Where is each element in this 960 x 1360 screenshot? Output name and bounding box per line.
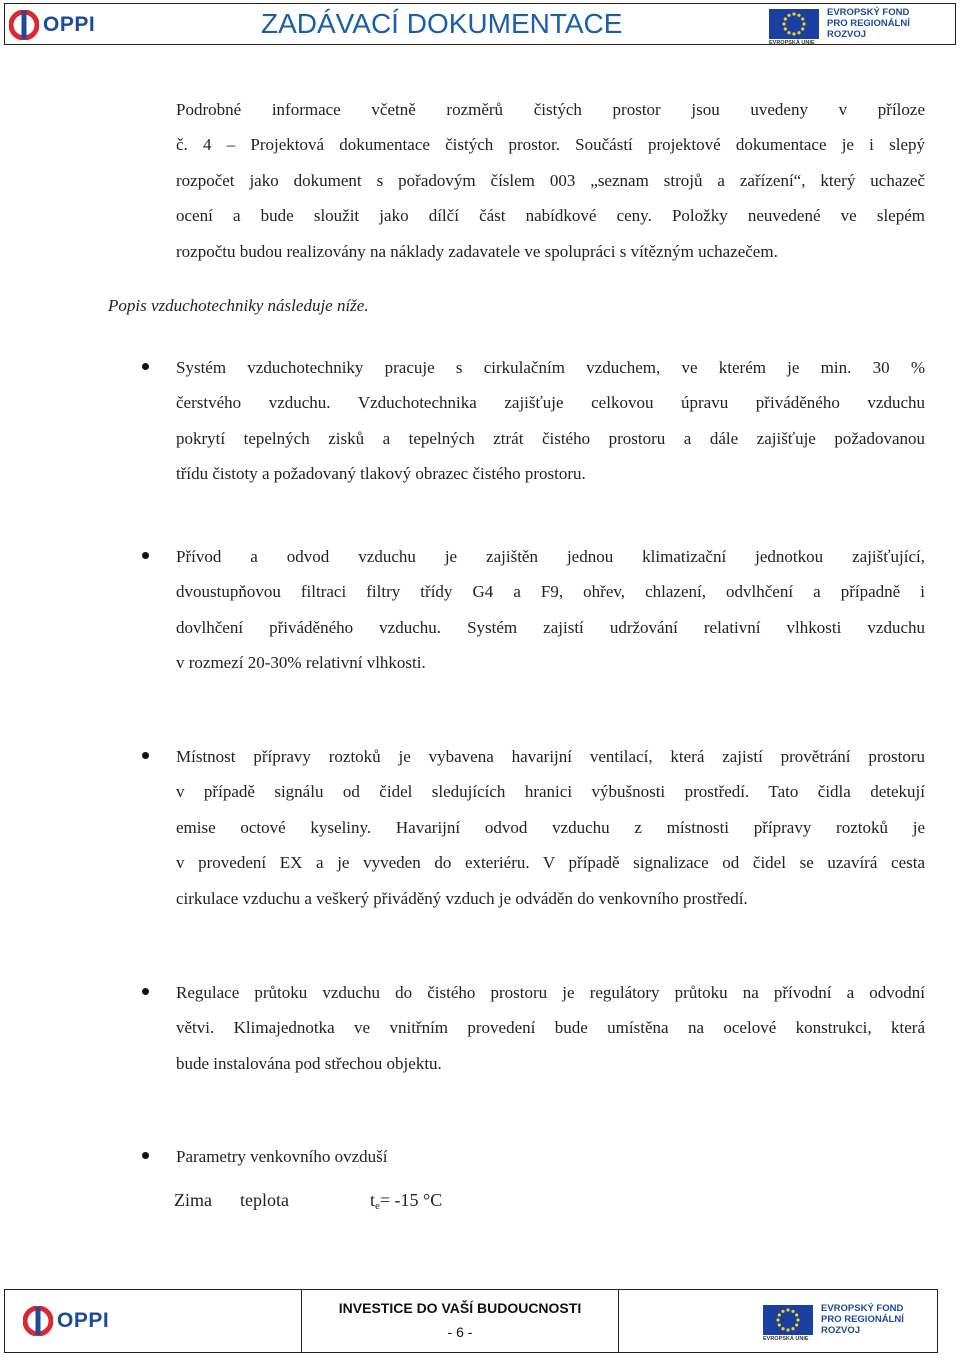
text-line: v rozmezí 20-30% relativní vlhkosti. bbox=[176, 653, 426, 673]
text-line: č. 4 – Projektová dokumentace čistých prostor. Součástí projektové dokumentace je i slepý bbox=[176, 135, 925, 155]
text-line: cirkulace vzduchu a veškerý přiváděný vzduch je odváděn do venkovního prostředí. bbox=[176, 888, 748, 908]
page-footer bbox=[4, 1289, 938, 1353]
bullet-paragraph-4 bbox=[176, 975, 925, 1081]
bullet-icon bbox=[142, 552, 149, 559]
bullet-icon bbox=[142, 988, 149, 995]
eu-flag-icon bbox=[769, 9, 819, 46]
text-line: čerstvého vzduchu. Vzduchotechnika zajišťuje celkovou úpravu přiváděného vzduchu bbox=[176, 393, 925, 413]
text-line: Systém vzduchotechniky pracuje s cirkulačním vzduchem, ve kterém je min. 30 % bbox=[176, 358, 925, 377]
text-line: třídu čistoty a požadovaný tlakový obrazec čistého prostoru. bbox=[176, 464, 586, 484]
text-line: větvi. Klimajednotka ve vnitřním provedení bude umístěna na ocelové konstrukci, která bbox=[176, 1018, 925, 1038]
oppi-logo bbox=[9, 10, 95, 40]
eu-fund-logo bbox=[769, 7, 910, 46]
document-title: ZADÁVACÍ DOKUMENTACE bbox=[261, 8, 623, 39]
text-line: pokrytí tepelných zisků a tepelných ztrát čistého prostoru a dále zajišťuje požadovanou bbox=[176, 428, 925, 448]
text-line: bude instalována pod střechou objektu. bbox=[176, 1053, 442, 1073]
text-line: Místnost přípravy roztoků je vybavena havarijní ventilací, která zajistí provětrání prostoru bbox=[176, 747, 925, 766]
bullet-paragraph-5 bbox=[176, 1139, 925, 1174]
intro-paragraph bbox=[176, 92, 925, 269]
oppi-logo-icon bbox=[23, 1306, 53, 1336]
bullet-paragraph-2 bbox=[176, 539, 925, 681]
section-heading: Popis vzduchotechniky následuje níže. bbox=[108, 296, 369, 315]
text-line: ocení a bude sloužit jako dílčí část nabídkové ceny. Položky neuvedené ve slepém bbox=[176, 206, 925, 226]
footer-eu-fund-logo bbox=[763, 1303, 904, 1342]
text-line: rozpočet jako dokument s pořadovým číslem 003 „seznam strojů a zařízení“, který uchazeč bbox=[176, 170, 925, 190]
bullet-icon bbox=[142, 1152, 149, 1159]
climate-label: teplota bbox=[240, 1190, 289, 1210]
footer-oppi-logo-text: OPPI bbox=[57, 1309, 110, 1332]
bullet-paragraph-1 bbox=[176, 350, 925, 492]
climate-parameters-row bbox=[174, 1190, 442, 1212]
eu-fund-text: EVROPSKÝ FOND PRO REGIONÁLNÍ ROZVOJ bbox=[821, 1303, 904, 1336]
text-line: emise octové kyseliny. Havarijní odvod vzduchu z místnosti přípravy roztoků je bbox=[176, 817, 925, 837]
text-line: Podrobné informace včetně rozměrů čistých prostor jsou uvedeny v příloze bbox=[176, 100, 925, 119]
climate-season: Zima bbox=[174, 1190, 212, 1210]
eu-fund-text: EVROPSKÝ FOND PRO REGIONÁLNÍ ROZVOJ bbox=[827, 7, 910, 40]
text-line: dovlhčení přiváděného vzduchu. Systém zajistí udržování relativní vlhkosti vzduchu bbox=[176, 617, 925, 637]
text-line: Parametry venkovního ovzduší bbox=[176, 1147, 388, 1166]
footer-oppi-logo bbox=[23, 1306, 109, 1336]
text-line: dvoustupňovou filtraci filtry třídy G4 a F9, ohřev, chlazení, odvlhčení a případně i bbox=[176, 582, 925, 602]
bullet-icon bbox=[142, 363, 149, 370]
text-line: v případě signálu od čidel sledujících hranici výbušnosti prostředí. Tato čidla detekují bbox=[176, 782, 925, 802]
eu-flag-icon bbox=[763, 1305, 813, 1342]
footer-slogan: INVESTICE DO VAŠÍ BUDOUCNOSTI bbox=[338, 1300, 582, 1316]
bullet-icon bbox=[142, 752, 149, 759]
text-line: Regulace průtoku vzduchu do čistého prostoru je regulátory průtoku na přívodní a odvodní bbox=[176, 983, 925, 1002]
text-line: Přívod a odvod vzduchu je zajištěn jednou klimatizační jednotkou zajišťující, bbox=[176, 547, 925, 566]
eu-flag-caption: EVROPSKÁ UNIE bbox=[769, 39, 815, 46]
oppi-logo-icon bbox=[9, 10, 39, 40]
page-header bbox=[4, 3, 956, 45]
text-line: rozpočtu budou realizovány na náklady zadavatele ve spolupráci s vítězným uchazečem. bbox=[176, 241, 778, 261]
page-number: - 6 - bbox=[447, 1324, 473, 1340]
text-line: v provedení EX a je vyveden do exteriéru. V případě signalizace od čidel se uzavírá cesta bbox=[176, 853, 925, 873]
oppi-logo-text: OPPI bbox=[43, 13, 96, 36]
eu-flag-caption: EVROPSKÁ UNIE bbox=[763, 1335, 809, 1342]
bullet-paragraph-3 bbox=[176, 739, 925, 916]
footer-center-box bbox=[301, 1290, 619, 1352]
climate-value: te= -15 °C bbox=[370, 1190, 443, 1212]
